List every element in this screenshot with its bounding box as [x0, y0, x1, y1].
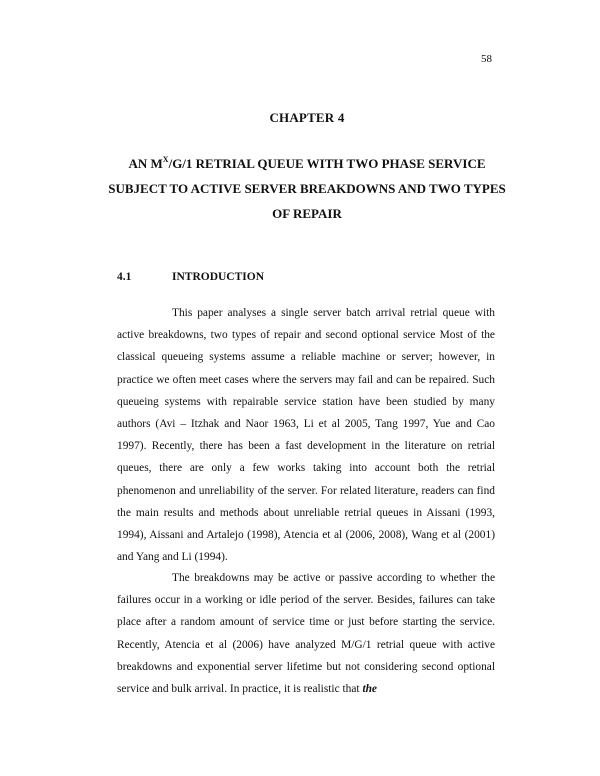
- paragraph-1-text: This paper analyses a single server batch arrival retrial queue with active breakdowns, two types of repair and second optional service Most of the classical queueing systems assume a reliable machine or server; however, in practice we often meet cases where the servers may fail and can be repaired. Such queueing systems with repairable service station have been studied by many authors (Avi – Itzhak and Naor 1963, Li et al 2005, Tang 1997, Yue and Cao 1997). Recently, there has been a fast development in the literature on retrial queues, there are only a few works taking into account both the retrial phenomenon and unreliability of the server. For related literature, readers can find the main results and methods about unreliable retrial queues in Aissani (1993, 1994), Aissani and Artalejo (1998), Atencia et al (2006, 2008), Wang et al (2001) and Yang and Li (1994).: [117, 307, 495, 564]
- chapter-label: CHAPTER 4: [269, 110, 345, 125]
- section-title: INTRODUCTION: [172, 271, 265, 283]
- title-superscript: X: [162, 155, 169, 164]
- paragraph-2-emphasis: the: [362, 683, 377, 696]
- title-rest: /G/1 RETRIAL QUEUE WITH TWO PHASE SERVICE SUBJECT TO ACTIVE SERVER BREAKDOWNS AND TWO TYPES OF REPAIR: [108, 156, 506, 221]
- page-number: 58: [481, 53, 492, 65]
- section-number: 4.1: [117, 271, 132, 283]
- paragraph-2-text: The breakdowns may be active or passive according to whether the failures occur in a working or idle period of the server. Besides, failures can take place after a random amount of service time or just before starting the service. Recently, Atencia et al (2006) have analyzed M/G/1 retrial queue with active breakdowns and exponential server lifetime but not considering second optional service and bulk arrival. In practice, it is realistic that: [117, 572, 495, 696]
- paragraph-1: [117, 302, 495, 568]
- section-heading: [117, 271, 264, 283]
- chapter-title: [100, 151, 514, 226]
- title-prefix: AN M: [128, 156, 163, 171]
- paragraph-2: [117, 567, 495, 700]
